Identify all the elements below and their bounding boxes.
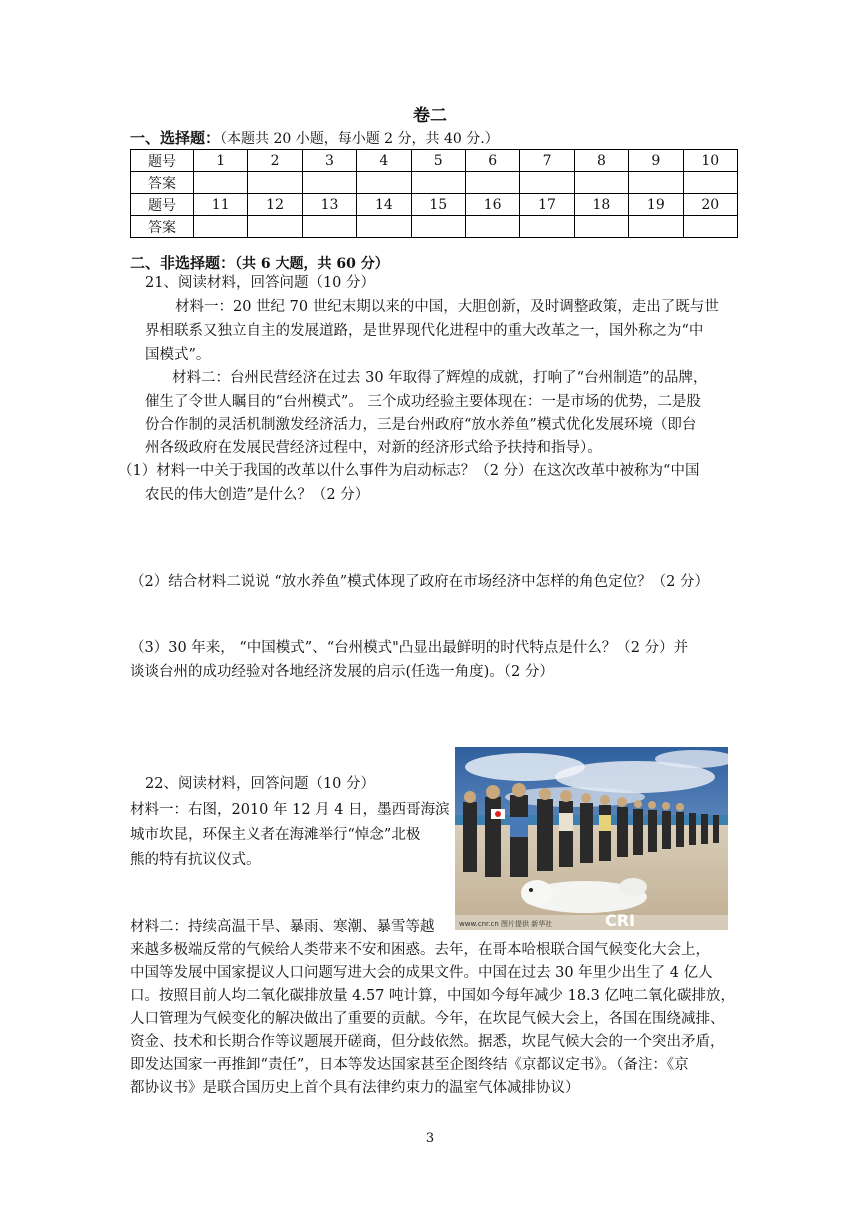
answer-cell[interactable] [683, 172, 737, 194]
answer-cell[interactable] [194, 172, 248, 194]
photo-caption: www.cnr.cn 图片提供 新华社 [459, 920, 553, 928]
paper-title: 卷二 [413, 106, 447, 126]
q21-sub1-line: 农民的伟大创造”是什么？（2 分） [145, 487, 370, 503]
answer-cell[interactable] [357, 172, 411, 194]
section1-heading-line [130, 127, 499, 148]
table-cell: 7 [520, 150, 574, 172]
table-row [131, 194, 738, 216]
q22-material2-line: 中国等发展中国家提议人口问题写进大会的成果文件。中国在过去 30 年里少出生了 4 亿人 [130, 965, 713, 981]
section2-heading: 二、非选择题： [130, 254, 236, 272]
table-cell: 14 [357, 194, 411, 216]
q21-material2-line: 催生了令世人瞩目的“台州模式”。 三个成功经验主要体现在：一是市场的优势，二是股 [145, 394, 701, 410]
table-cell: 17 [520, 194, 574, 216]
q22-material2-line: 即发达国家一再推卸“责任”，日本等发达国家甚至企图终结《京都议定书》。（备注：《京 [130, 1057, 689, 1073]
q22-title: 22、阅读材料，回答问题（10 分） [145, 776, 376, 792]
answer-cell[interactable] [248, 172, 302, 194]
answer-cell[interactable] [411, 172, 465, 194]
table-cell: 10 [683, 150, 737, 172]
answer-cell[interactable] [302, 216, 356, 238]
table-row-label: 答案 [131, 216, 194, 238]
answer-cell[interactable] [574, 216, 628, 238]
table-cell: 19 [629, 194, 683, 216]
q21-material1-line: 国模式”。 [145, 347, 211, 363]
answer-table [130, 149, 738, 238]
answer-cell[interactable] [683, 216, 737, 238]
answer-cell[interactable] [411, 216, 465, 238]
protest-photo [455, 747, 728, 930]
table-cell: 18 [574, 194, 628, 216]
section2-note: （共 6 大题，共 60 分） [235, 256, 389, 272]
photo-logo: CRI [605, 911, 636, 930]
q21-sub2: （2）结合材料二说说 “放水养鱼”模式体现了政府在市场经济中怎样的角色定位？（2 分） [130, 574, 709, 590]
table-cell: 16 [465, 194, 519, 216]
q22-material1-line: 材料一：右图，2010 年 12 月 4 日，墨西哥海滨 [130, 802, 450, 818]
q22-material1-line: 城市坎昆，环保主义者在海滩举行“悼念”北极 [130, 827, 421, 843]
table-cell: 5 [411, 150, 465, 172]
q21-material1-line: 材料一：20 世纪 70 世纪末期以来的中国，大胆创新，及时调整政策，走出了既与世 [175, 299, 719, 315]
q21-material2-line: 份合作制的灵活机制激发经济活力，三是台州政府“放水养鱼”模式优化发展环境（即台 [145, 417, 697, 433]
table-cell: 3 [302, 150, 356, 172]
q21-sub3-line: 谈谈台州的成功经验对各地经济发展的启示(任选一角度)。（2 分） [130, 664, 554, 680]
q21-title: 21、阅读材料，回答问题（10 分） [145, 275, 376, 291]
table-row [131, 172, 738, 194]
table-row-label: 答案 [131, 172, 194, 194]
q21-material2-line: 材料二：台州民营经济在过去 30 年取得了辉煌的成就，打响了“台州制造”的品牌， [172, 370, 708, 386]
page-number: 3 [425, 1131, 435, 1146]
answer-cell[interactable] [520, 172, 574, 194]
answer-cell[interactable] [465, 216, 519, 238]
answer-cell[interactable] [248, 216, 302, 238]
q22-material2-line: 都协议书》是联合国历史上首个具有法律约束力的温室气体减排协议） [130, 1080, 580, 1096]
answer-cell[interactable] [574, 172, 628, 194]
answer-cell[interactable] [629, 216, 683, 238]
table-row-label: 题号 [131, 194, 194, 216]
section2-heading-line [130, 252, 389, 273]
answer-cell[interactable] [629, 172, 683, 194]
table-row [131, 216, 738, 238]
q21-sub1-line: （1）材料一中关于我国的改革以什么事件为启动标志？（2 分）在这次改革中被称为“中国 [118, 463, 700, 479]
table-cell: 11 [194, 194, 248, 216]
table-cell: 4 [357, 150, 411, 172]
table-cell: 15 [411, 194, 465, 216]
section1-note: （本题共 20 小题，每小题 2 分，共 40 分.） [220, 131, 499, 147]
q21-sub3-line: （3）30 年来， “中国模式”、“台州模式"凸显出最鲜明的时代特点是什么？（2 分）并 [130, 640, 689, 656]
answer-cell[interactable] [302, 172, 356, 194]
q22-material2-line: 来越多极端反常的气候给人类带来不安和困惑。去年，在哥本哈根联合国气候变化大会上， [130, 942, 710, 958]
table-row-label: 题号 [131, 150, 194, 172]
answer-cell[interactable] [465, 172, 519, 194]
table-cell: 1 [194, 150, 248, 172]
table-cell: 8 [574, 150, 628, 172]
q22-material2-line: 材料二：持续高温干旱、暴雨、寒潮、暴雪等越 [130, 919, 435, 935]
q21-material2-line: 州各级政府在发展民营经济过程中，对新的经济形式给予扶持和指导）。 [145, 440, 602, 456]
q22-material2-line: 口。按照目前人均二氧化碳排放量 4.57 吨计算，中国如今每年减少 18.3 亿吨二氧化碳排放， [130, 988, 736, 1004]
table-cell: 6 [465, 150, 519, 172]
answer-cell[interactable] [194, 216, 248, 238]
table-row [131, 150, 738, 172]
section1-heading: 一、选择题： [130, 129, 221, 147]
table-cell: 13 [302, 194, 356, 216]
answer-cell[interactable] [520, 216, 574, 238]
answer-cell[interactable] [357, 216, 411, 238]
table-cell: 9 [629, 150, 683, 172]
q21-material1-line: 界相联系又独立自主的发展道路，是世界现代化进程中的重大改革之一，国外称之为“中 [145, 323, 704, 339]
table-cell: 20 [683, 194, 737, 216]
table-cell: 2 [248, 150, 302, 172]
q22-material1-line: 熊的特有抗议仪式。 [130, 852, 261, 868]
q22-material2-line: 人口管理为气候变化的解决做出了重要的贡献。今年，在坎昆气候大会上，各国在围绕减排、 [130, 1011, 725, 1027]
table-cell: 12 [248, 194, 302, 216]
q22-material2-line: 资金、技术和长期合作等议题展开磋商，但分歧依然。据悉，坎昆气候大会的一个突出矛盾， [130, 1034, 725, 1050]
